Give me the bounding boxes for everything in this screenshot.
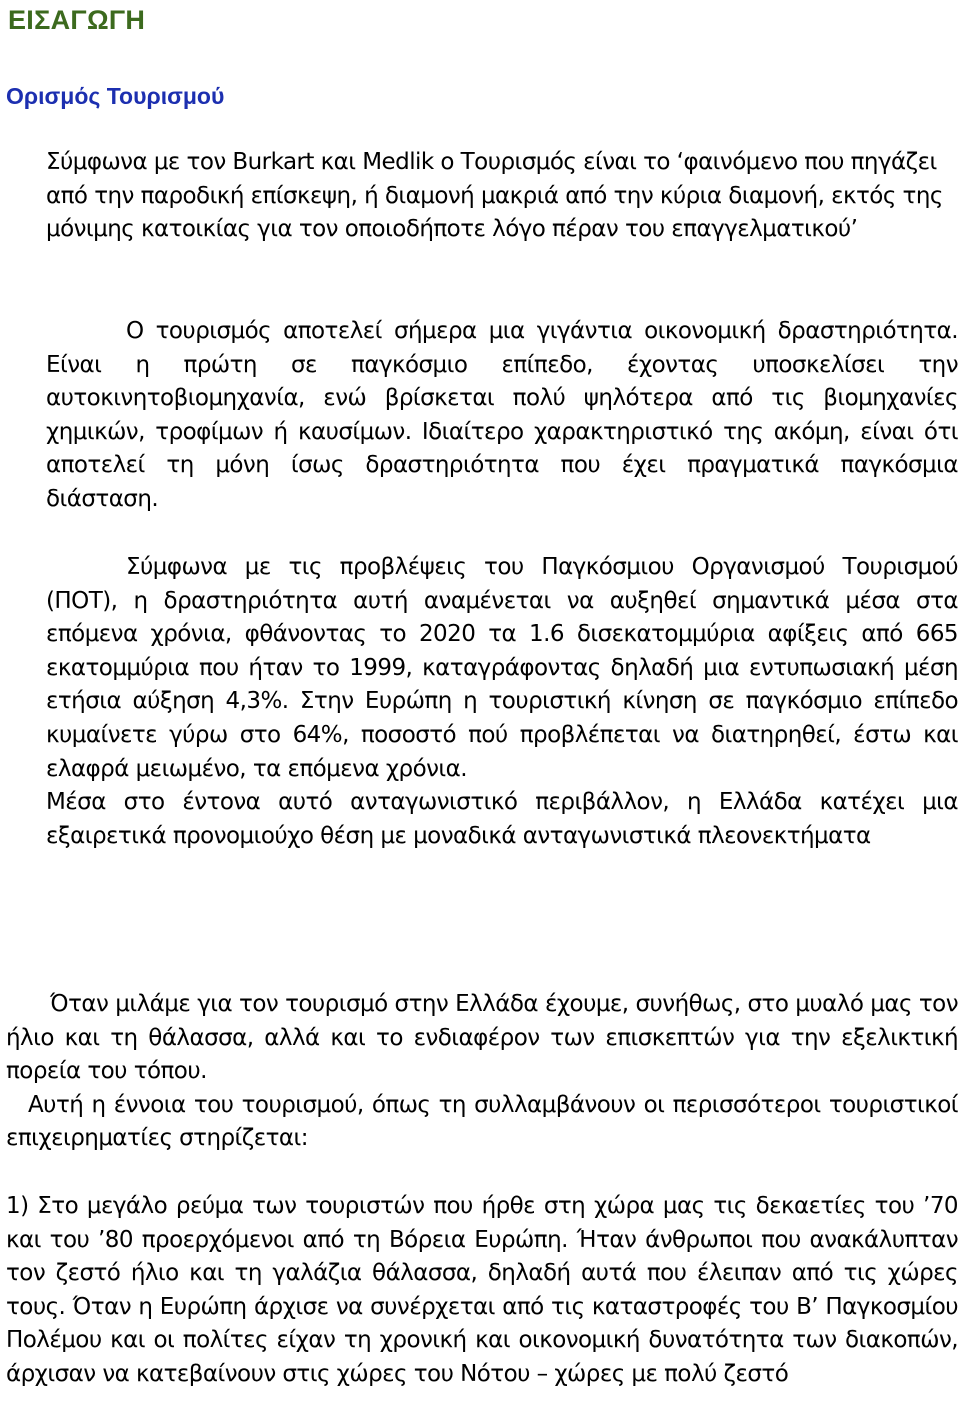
paragraph-economic-activity: Ο τουρισμός αποτελεί σήμερα μια γιγάντια οικονομική δραστηριότητα. Είναι η πρώτη σε παγκόσμιο επίπεδο, έχοντας υποσκελίσει την αυτοκινητοβιομηχανία, ενώ βρίσκεται πολύ ψηλότερα από τις βιομηχανίες χημικών, τροφίμων ή καυσίμων. Ιδιαίτερο χαρακτηριστικό της ακόμη, είναι ότι αποτελεί τη μόνη ίσως δραστηριότητα που έχει πραγματικά παγκόσμια διάσταση. bbox=[46, 318, 958, 512]
paragraph-block-forecast bbox=[46, 551, 958, 853]
paragraph-numbered-1: 1) Στο μεγάλο ρεύμα των τουριστών που ήρθε στη χώρα μας τις δεκαετίες του ’70 και του ’80 προερχόμενοι από τη Βόρεια Ευρώπη. Ήταν άνθρωποι που ανακάλυπταν τον ζεστό ήλιο και τη γαλάζια θάλασσα, δηλαδή αυτά που έλειπαν από τις χώρες τους. Όταν η Ευρώπη άρχισε να συνέρχεται από τις καταστροφές του Β’ Παγκοσμίου Πολέμου και οι πολίτες είχαν τη χρονική και οικονομική δυνατότητα των διακοπών, άρχισαν να κατεβαίνουν στις χώρες του Νότου – χώρες με πολύ ζεστό bbox=[6, 1193, 958, 1387]
paragraph-block-greece bbox=[6, 988, 958, 1156]
paragraph-sun-and-sea: Όταν μιλάμε για τον τουρισμό στην Ελλάδα έχουμε, συνήθως, στο μυαλό μας τον ήλιο και τη θάλασσα, αλλά και το ενδιαφέρον των επισκεπτών για την εξελικτική πορεία του τόπου. bbox=[6, 991, 958, 1085]
paragraph-concept: Αυτή η έννοια του τουρισμού, όπως τη συλλαμβάνουν οι περισσότεροι τουριστικοί επιχειρηματίες στηρίζεται: bbox=[6, 1091, 958, 1152]
document-title: ΕΙΣΑΓΩΓΗ bbox=[8, 5, 146, 35]
paragraph-forecast: Σύμφωνα με τις προβλέψεις του Παγκόσμιου Οργανισμού Τουρισμού (ΠΟΤ), η δραστηριότητα αυτή αναμένεται να αυξηθεί σημαντικά μέσα στα επόμενα χρόνια, φθάνοντας το 2020 τα 1.6 δισεκατομμύρια αφίξεις από 665 εκατομμύρια που ήταν το 1999, καταγράφοντας δηλαδή μια εντυπωσιακή μέση ετήσια αύξηση 4,3%. Στην Ευρώπη η τουριστική κίνηση σε παγκόσμιο επίπεδο κυμαίνετε γύρω στο 64%, ποσοστό πού προβλέπεται να διατηρηθεί, έστω και ελαφρά μειωμένο, τα επόμενα χρόνια. bbox=[46, 554, 958, 782]
paragraph-definition: Σύμφωνα με τον Burkart και Medlik ο Τουρισμός είναι το ‘φαινόμενο που πηγάζει από την παροδική επίσκεψη, ή διαμονή μακριά από την κύρια διαμονή, εκτός της μόνιμης κατοικίας για τον οποιοδήποτε λόγο πέραν του επαγγελματικού’ bbox=[46, 149, 943, 243]
paragraph-greece-position: Μέσα στο έντονα αυτό ανταγωνιστικό περιβάλλον, η Ελλάδα κατέχει μια εξαιρετικά προνομιούχο θέση με μοναδικά ανταγωνιστικά πλεονεκτήματα bbox=[46, 789, 958, 849]
section-title: Ορισμός Τουρισμού bbox=[6, 83, 225, 109]
